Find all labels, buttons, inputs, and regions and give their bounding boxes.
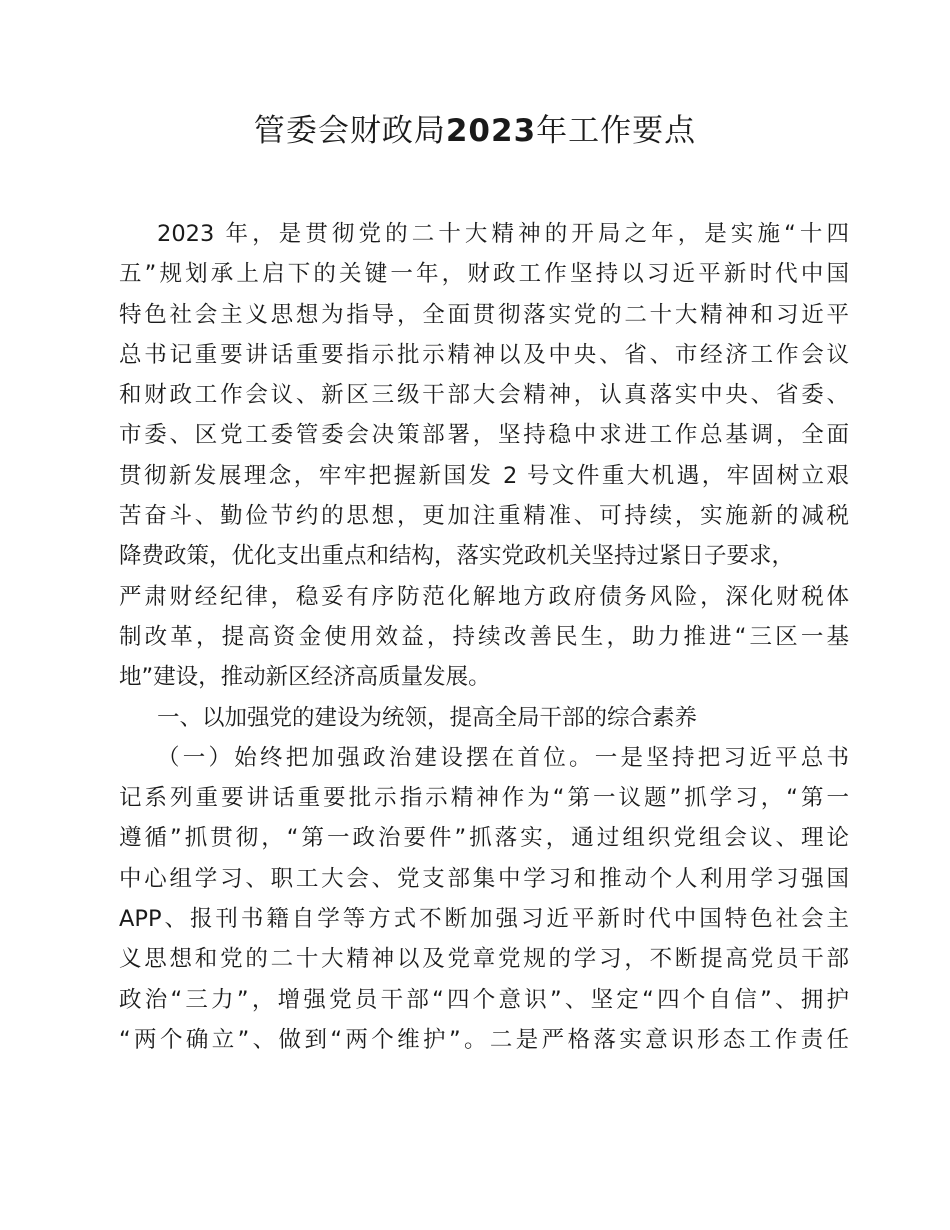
paragraph-1-line: 严肃财经纪律，稳妥有序防范化解地方政府债务风险，深化财税体: [119, 583, 849, 610]
paragraph-1-line: 2023 年，是贯彻党的二十大精神的开局之年，是实施“十四: [157, 221, 849, 247]
paragraph-2-line: （一）始终把加强政治建设摆在首位。一是坚持把习近平总书: [157, 744, 849, 771]
paragraph-1-line: 苦奋斗、勤俭节约的思想，更加注重精准、可持续，实施新的减税: [119, 503, 849, 530]
paragraph-1-line: 降费政策，优化支出重点和结构，落实党政机关坚持过紧日子要求，: [119, 543, 795, 570]
paragraph-1-line: 制改革，提高资金使用效益，持续改善民生，助力推进“三区一基: [119, 623, 849, 650]
paragraph-1-line: 总书记重要讲话重要指示批示精神以及中央、省、市经济工作会议: [119, 341, 849, 368]
section-heading-1: 一、以加强党的建设为统领，提高全局干部的综合素养: [157, 704, 698, 731]
paragraph-2-line: 义思想和党的二十大精神以及党章党规的学习，不断提高党员干部: [119, 946, 849, 973]
paragraph-2-line: 政治“三力”，增强党员干部“四个意识”、坚定“四个自信”、拥护: [119, 986, 849, 1013]
paragraph-1-line: 特色社会主义思想为指导，全面贯彻落实党的二十大精神和习近平: [119, 301, 849, 328]
document-title: [0, 108, 950, 154]
paragraph-1-line: 贯彻新发展理念，牢牢把握新国发 2 号文件重大机遇，牢固树立艰: [119, 462, 849, 489]
title-year: 2023: [445, 113, 537, 149]
paragraph-1-line: 市委、区党工委管委会决策部署，坚持稳中求进工作总基调，全面: [119, 422, 849, 449]
title-suffix: 年工作要点: [536, 113, 697, 149]
paragraph-1-line: 五”规划承上启下的关键一年，财政工作坚持以习近平新时代中国: [119, 261, 849, 288]
paragraph-2-line: 记系列重要讲话重要批示指示精神作为“第一议题”抓学习，“第一: [119, 785, 849, 812]
paragraph-2-line: APP、报刊书籍自学等方式不断加强习近平新时代中国特色社会主: [119, 906, 849, 933]
document-body: [119, 214, 849, 1060]
paragraph-2-line: 中心组学习、职工大会、党支部集中学习和推动个人利用学习强国: [119, 865, 849, 892]
paragraph-2-line: “两个确立”、做到“两个维护”。二是严格落实意识形态工作责任: [119, 1026, 849, 1053]
title-prefix: 管委会财政局: [253, 113, 446, 149]
paragraph-1-line: 和财政工作会议、新区三级干部大会精神，认真落实中央、省委、: [119, 382, 849, 409]
paragraph-1-line: 地”建设，推动新区经济高质量发展。: [119, 664, 491, 691]
paragraph-2-line: 遵循”抓贯彻，“第一政治要件”抓落实，通过组织党组会议、理论: [119, 825, 849, 852]
